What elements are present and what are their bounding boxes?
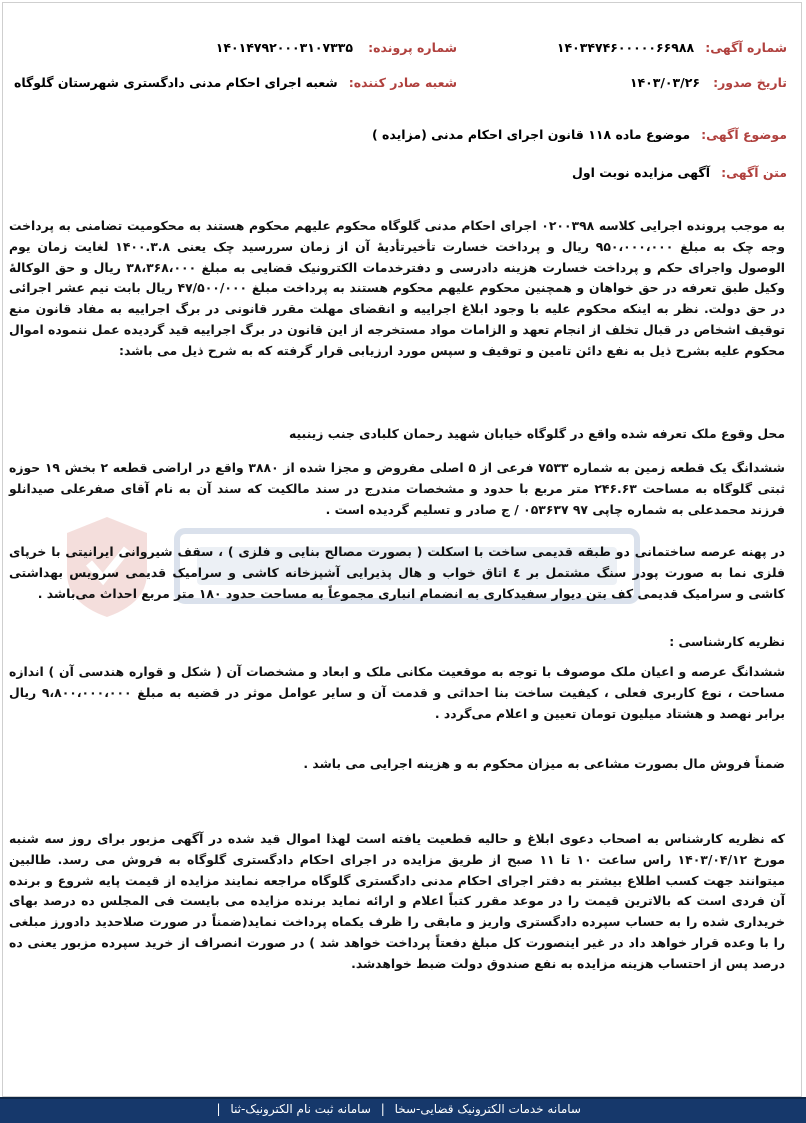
footer-link-sana[interactable]: سامانه ثبت نام الکترونیک-ثنا <box>230 1102 371 1116</box>
text-title: آگهی مزایده نوبت اول <box>572 165 710 180</box>
case-number-row <box>216 37 457 56</box>
issuer: شعبه اجرای احکام مدنی دادگستری شهرستان گلوگاه <box>13 75 338 90</box>
paragraph-location: محل وقوع ملک تعرفه شده واقع در گلوگاه خیابان شهید رحمان کلبادی جنب زینبیه <box>288 426 785 441</box>
paragraph-judgment: به موجب پرونده اجرایی کلاسه ۰۲۰۰۳۹۸ اجرای احکام مدنی گلوگاه محکوم علیهم محکوم هستند به محکومیت تضامنی به پرداخت وجه چک به مبلغ ۹۵۰،۰۰۰،۰۰۰ ریال و پرداخت خسارت تأخیرتأدیهٔ آن از زمان سررسید چک یعنی ۱۴۰۰.۳.۸ لغایت زمان یوم الوصول واجرای حکم و پرداخت خسارت هزینه دادرسی و دفترخدمات الکترونیک قضایی به مبلغ ۳۸،۳۶۸،۰۰۰ ریال و حق الوکالهٔ وکیل طبق تعرفه در حق خواهان و همچنین محکوم علیهم محکوم هستند به پرداخت مبلغ ۴۷/۵۰۰/۰۰۰ ریال بابت نیم عشر اجرائی در حق دولت. نظر به اینکه محکوم علیه با وجود ابلاغ اجراییه و انقضای مهلت مقرر قانونی در برگ اجراییه به مفاد قانون منع توقیف اشخاص در قبال تخلف از انجام تعهد و الزامات مواد مستخرجه از این قانون در برگ اجراییه قید گردیده عمل ننموده اموال محکوم علیه بشرح ذیل به نفع دائن تامین و توقیف و سپس مورد ارزیابی قرار گرفته که به شرح ذیل می باشد: <box>9 218 786 358</box>
footer-separator-end: | <box>216 1102 221 1116</box>
issue-date-row <box>630 72 787 91</box>
text-label: متن آگهی: <box>721 165 787 180</box>
subject: موضوع ماده ۱۱۸ قانون اجرای احکام مدنی (مزایده ) <box>371 127 691 142</box>
footer-link-sakha[interactable]: سامانه خدمات الکترونیک قضایی-سخا <box>394 1102 581 1116</box>
expert-opinion-heading: نظریه کارشناسی : <box>669 634 785 649</box>
paragraph-land: ششدانگ یک قطعه زمین به شماره ۷۵۳۳ فرعی از ۵ اصلی مفروض و مجزا شده از ۳۸۸۰ واقع در اراضی قطعه ۲ بخش ۱۹ حوزه ثبتی گلوگاه به مساحت ۲۴۶.۶۳ متر مربع با حدود و مشخصات مندرج در سند مالکیت که سند آن به نام آقای صفرعلی صیدانلو فرزند محمدعلی به شماره چاپی ۹۷ ۰۵۳۶۳۷ / ج صادر و تسلیم گردیده است . <box>9 460 785 517</box>
paragraph-partial-sale: ضمناً فروش مال بصورت مشاعی به میزان محکوم به و هزینه اجرایی می باشد . <box>303 756 785 771</box>
subject-row <box>372 124 787 143</box>
issuer-label: شعبه صادر کننده: <box>348 75 457 90</box>
subject-label: موضوع آگهی: <box>701 127 787 142</box>
paragraph-building: در پهنه عرصه ساختمانی دو طبقه قدیمی ساخت با اسکلت ( بصورت مصالح بنایی و فلزی ) ، سقف شیروانی ایرانیتی با خرپای فلزی نما به صورت پودر سنگ مشتمل بر ٤ اتاق خواب و هال پذیرایی آشپزخانه کاشی و سرامیک قدیمی سرویس بهداشتی کاشی و سرامیک قدیمی کف بتن دیوار سفیدکاری به انضمام انباری مجموعاً به مساحت حدود ۱۸۰ متر مربع احداث می‌باشد . <box>9 544 785 601</box>
issue-date: ۱۴۰۳/۰۳/۲۶ <box>629 75 700 90</box>
paragraph-auction-terms: که نظریه کارشناس به اصحاب دعوی ابلاغ و حالیه قطعیت یافته است لهذا اموال قید شده در آگهی مزبور برای روز سه شنبه مورخ ۱۴۰۳/۰۴/۱۲ راس ساعت ۱۰ تا ۱۱ صبح از طریق مزایده در اجرای احکام دادگستری گلوگاه به فروش می رسد. طالبین میتوانند جهت کسب اطلاع بیشتر به دفتر اجرای احکام مدنی دادگستری گلوگاه مراجعه نمایند مزایده از قیمت پایه شروع و برنده آن فردی است که بالاترین قیمت را در موعد مقرر کتباً اعلام و ارائه نماید برنده مزایده می بایست فی المجلس ده درصد بهای خریداری شده را به حساب سپرده دادگستری واریز و مابقی را ظرف یکماه پرداخت نماید(ضمناً در صورت صلاحدید دادورز مبلغی را با وعده قرار خواهد داد در غیر اینصورت کل مبلغ دفعتاً پرداخت خواهد شد ) در صورت انصراف از خرید سپرده مزبور یعنی ده درصد پس از احتساب هزینه مزایده به نفع صندوق دولت ضبط خواهدشد. <box>9 831 785 971</box>
case-number: ۱۴۰۱۴۷۹۲۰۰۰۳۱۰۷۳۳۵ <box>215 40 354 55</box>
footer-separator: | <box>380 1102 385 1116</box>
notice-number-label: شماره آگهی: <box>705 40 787 55</box>
footer-bar <box>0 1097 806 1123</box>
issue-date-label: تاریخ صدور: <box>713 75 787 90</box>
issuer-row <box>14 72 457 91</box>
text-title-row <box>572 162 787 181</box>
footer-links <box>211 1102 581 1116</box>
notice-number: ۱۴۰۳۴۷۴۶۰۰۰۰۰۶۶۹۸۸ <box>556 40 695 55</box>
notice-frame <box>2 2 802 1097</box>
case-number-label: شماره پرونده: <box>368 40 457 55</box>
paragraph-valuation: ششدانگ عرصه و اعیان ملک موصوف با توجه به موقعیت مکانی ملک و ابعاد و مشخصات آن ( شکل و قواره هندسی آن ) اندازه مساحت ، نوع کاربری فعلی ، کیفیت ساخت بنا احداثی و قدمت آن و سایر عوامل موثر در قضیه به مبلغ ۹،۸۰۰،۰۰۰،۰۰۰ ریال برابر نهصد و هشتاد میلیون تومان تعیین و اعلام می‌گردد . <box>9 664 785 721</box>
notice-number-row <box>557 37 787 56</box>
